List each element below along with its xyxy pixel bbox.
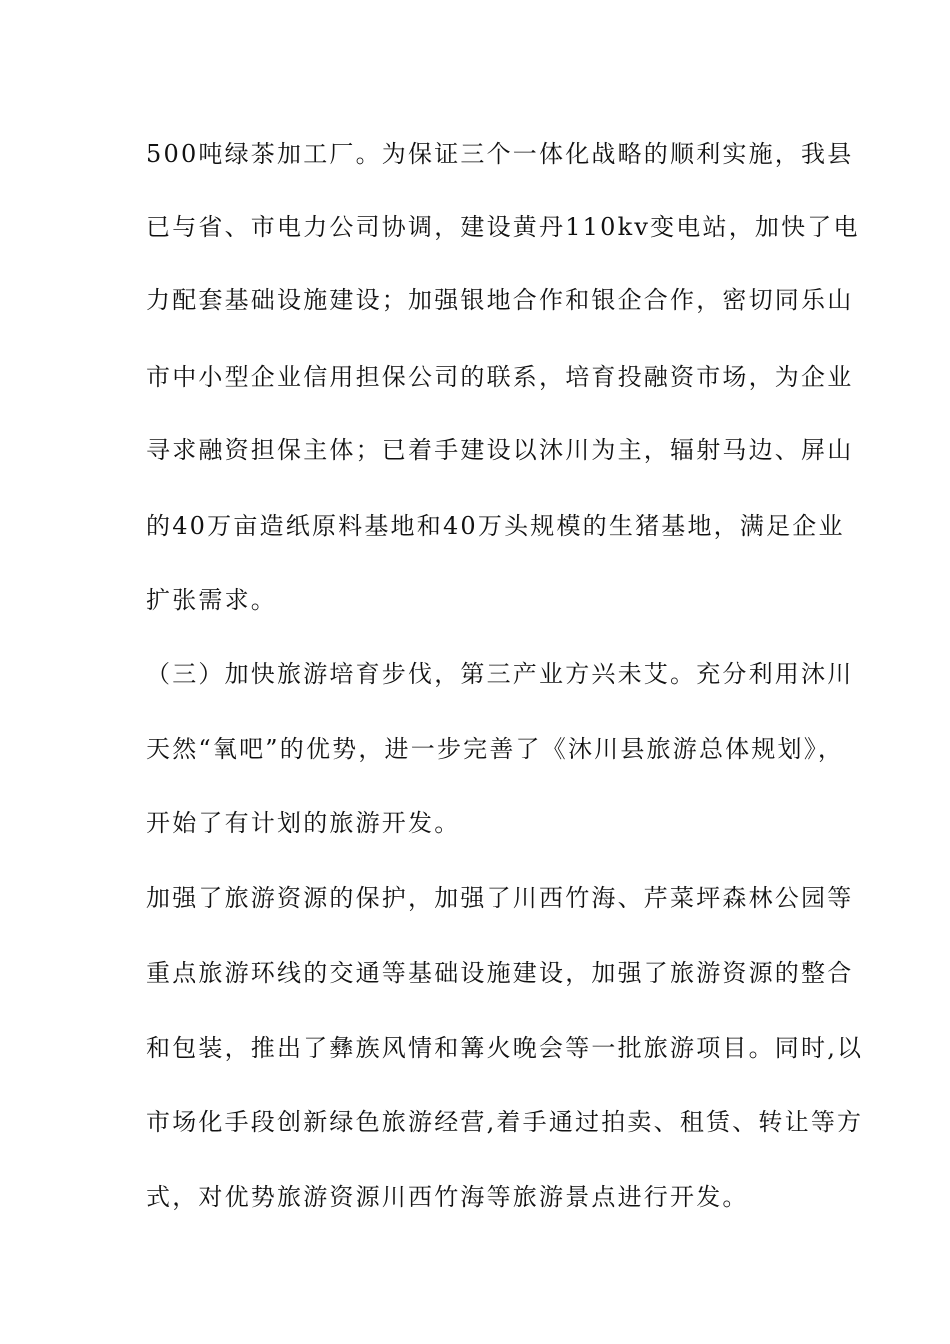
text-line: 的40万亩造纸原料基地和40万头规模的生猪基地，满足企业 [146,512,845,540]
text-line: 天然“氧吧”的优势，进一步完善了《沐川县旅游总体规划》， [146,735,845,763]
text-line: 已与省、市电力公司协调，建设黄丹110kv变电站，加快了电 [146,213,860,241]
text-line: 加强了旅游资源的保护，加强了川西竹海、芹菜坪森林公园等 [146,884,854,912]
text-line: 市场化手段创新绿色旅游经营,着手通过拍卖、租赁、转让等方 [146,1108,864,1136]
text-line: （三）加快旅游培育步伐，第三产业方兴未艾。充分利用沐川 [146,660,854,688]
text-line: 重点旅游环线的交通等基础设施建设，加强了旅游资源的整合 [146,959,854,987]
text-line: 和包装，推出了彝族风情和篝火晚会等一批旅游项目。同时,以 [146,1034,864,1062]
text-line: 市中小型企业信用担保公司的联系，培育投融资市场，为企业 [146,363,854,391]
text-line: 力配套基础设施建设；加强银地合作和银企合作，密切同乐山 [146,286,854,314]
text-line: 扩张需求。 [146,586,277,614]
text-line: 开始了有计划的旅游开发。 [146,809,461,837]
text-line: 500吨绿茶加工厂。为保证三个一体化战略的顺利实施，我县 [146,140,854,168]
text-line: 寻求融资担保主体；已着手建设以沐川为主，辐射马边、屏山 [146,436,854,464]
text-line: 式，对优势旅游资源川西竹海等旅游景点进行开发。 [146,1183,749,1211]
